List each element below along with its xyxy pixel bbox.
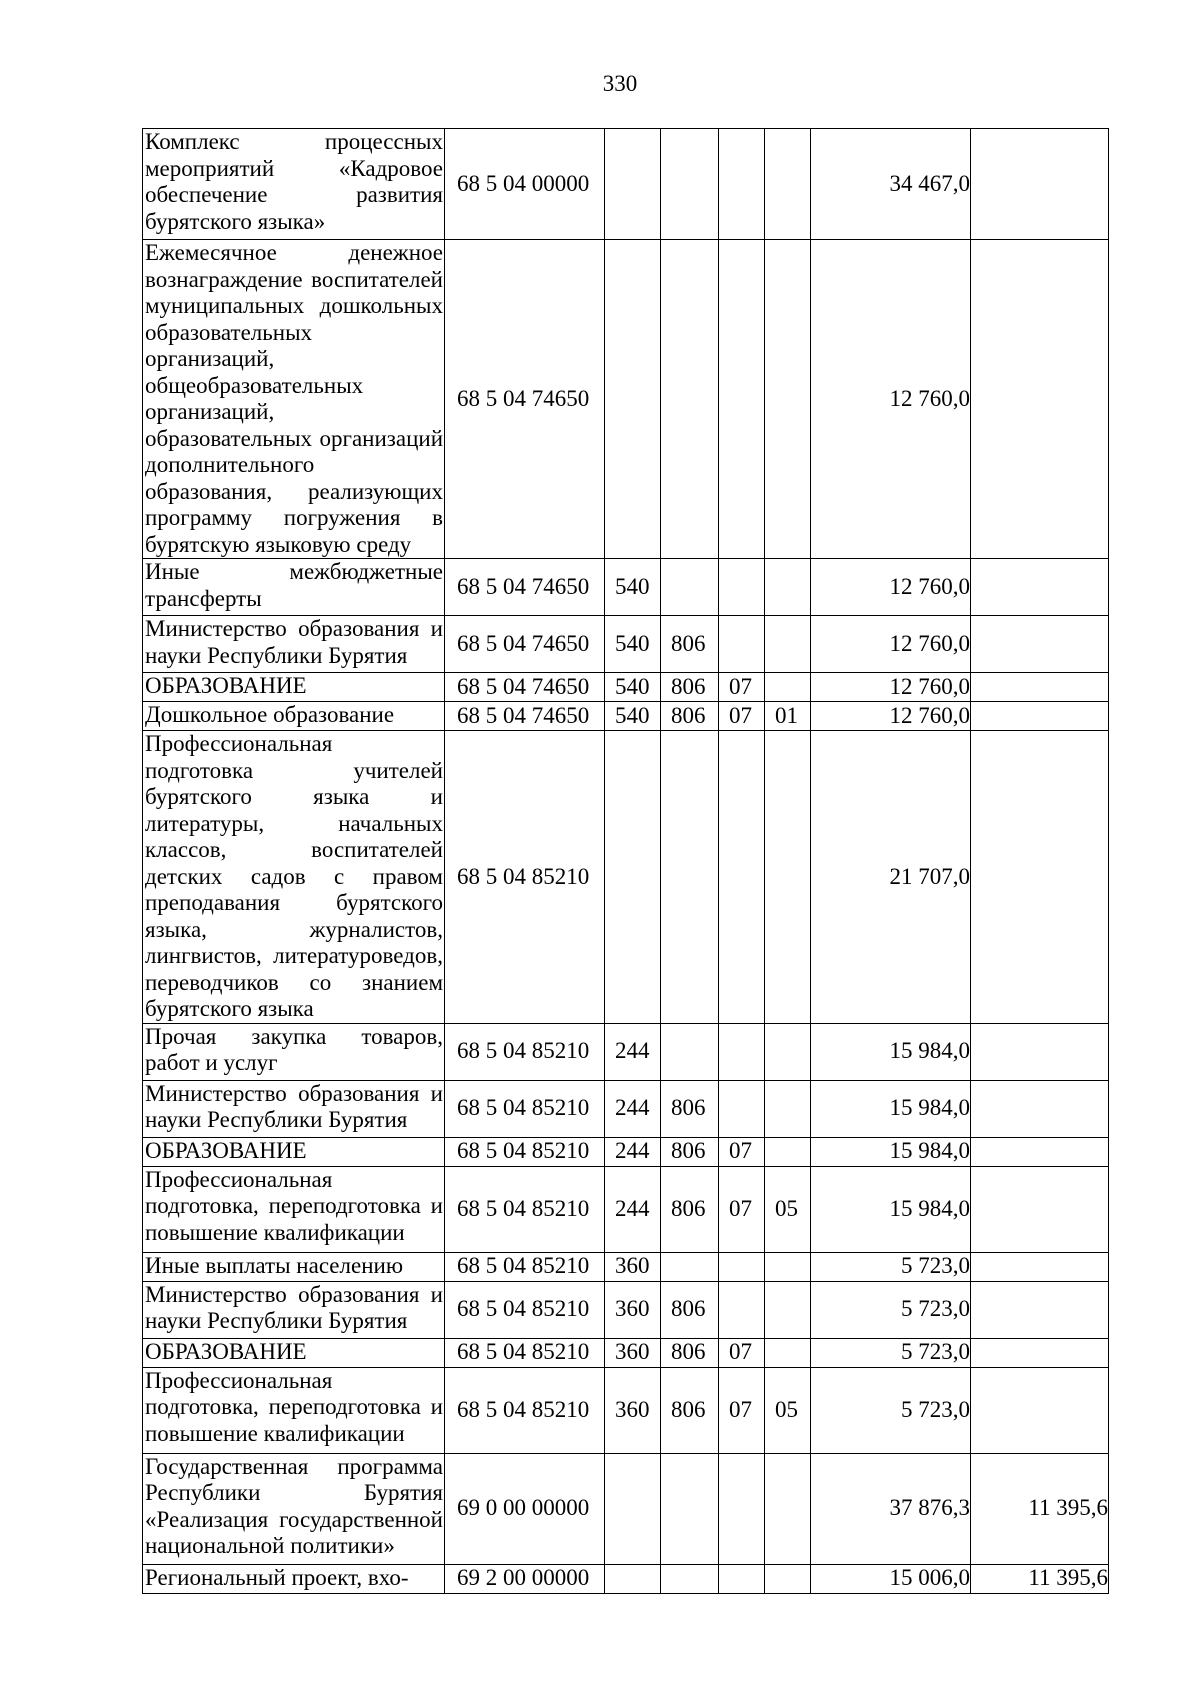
cell-subsection [765, 1252, 811, 1281]
cell-target-article: 69 0 00 00000 [445, 1453, 605, 1564]
table-row [143, 559, 1109, 616]
cell-amount-federal [971, 1338, 1109, 1367]
cell-admin-code [661, 559, 719, 616]
cell-expense-type [605, 1453, 661, 1564]
cell-amount-federal [971, 240, 1109, 559]
cell-subsection [765, 673, 811, 702]
cell-subsection [765, 731, 811, 1024]
cell-section [719, 1080, 765, 1137]
table-row [143, 1338, 1109, 1367]
cell-subsection [765, 559, 811, 616]
table-row [143, 673, 1109, 702]
cell-subsection [765, 240, 811, 559]
cell-admin-code: 806 [661, 1367, 719, 1453]
cell-admin-code: 806 [661, 702, 719, 731]
cell-amount-federal [971, 1281, 1109, 1338]
cell-expense-type [605, 731, 661, 1024]
cell-target-article: 68 5 04 85210 [445, 1023, 605, 1080]
cell-target-article: 68 5 04 74650 [445, 616, 605, 673]
cell-name: Министерство образования и науки Республики Бурятия [143, 616, 445, 673]
cell-amount: 15 984,0 [811, 1166, 971, 1252]
cell-subsection: 01 [765, 702, 811, 731]
table-row [143, 702, 1109, 731]
cell-name: Профессиональная подготовка, переподготовка и повышение квалификации [143, 1367, 445, 1453]
cell-target-article: 68 5 04 74650 [445, 673, 605, 702]
cell-name: Прочая закупка товаров, работ и услуг [143, 1023, 445, 1080]
cell-name: ОБРАЗОВАНИЕ [143, 673, 445, 702]
table-row [143, 240, 1109, 559]
cell-section [719, 1023, 765, 1080]
cell-section: 07 [719, 1338, 765, 1367]
cell-amount: 37 876,3 [811, 1453, 971, 1564]
cell-amount-federal [971, 1367, 1109, 1453]
cell-name: ОБРАЗОВАНИЕ [143, 1338, 445, 1367]
cell-section [719, 1252, 765, 1281]
cell-admin-code [661, 240, 719, 559]
cell-subsection [765, 616, 811, 673]
cell-section [719, 1281, 765, 1338]
cell-amount-federal: 11 395,6 [971, 1564, 1109, 1593]
cell-target-article: 68 5 04 74650 [445, 559, 605, 616]
cell-expense-type: 540 [605, 616, 661, 673]
cell-amount: 5 723,0 [811, 1281, 971, 1338]
cell-amount-federal [971, 702, 1109, 731]
cell-section [719, 616, 765, 673]
cell-admin-code [661, 1564, 719, 1593]
cell-admin-code: 806 [661, 673, 719, 702]
table-row [143, 1080, 1109, 1137]
table-row [143, 616, 1109, 673]
table-row [143, 1252, 1109, 1281]
cell-amount: 15 984,0 [811, 1023, 971, 1080]
cell-name: Министерство образования и науки Республики Бурятия [143, 1080, 445, 1137]
table-row [143, 1564, 1109, 1593]
cell-subsection [765, 1338, 811, 1367]
table-row [143, 1166, 1109, 1252]
cell-amount: 12 760,0 [811, 559, 971, 616]
cell-target-article: 68 5 04 85210 [445, 1166, 605, 1252]
cell-expense-type [605, 1564, 661, 1593]
cell-name: ОБРАЗОВАНИЕ [143, 1137, 445, 1166]
cell-section: 07 [719, 1166, 765, 1252]
table-row [143, 1137, 1109, 1166]
table-row [143, 1367, 1109, 1453]
cell-admin-code: 806 [661, 1166, 719, 1252]
cell-amount: 12 760,0 [811, 702, 971, 731]
cell-name: Региональный проект, вхо- [143, 1564, 445, 1593]
cell-admin-code [661, 1252, 719, 1281]
cell-subsection [765, 1564, 811, 1593]
cell-admin-code [661, 1023, 719, 1080]
cell-amount: 12 760,0 [811, 240, 971, 559]
cell-target-article: 68 5 04 85210 [445, 1338, 605, 1367]
cell-target-article: 68 5 04 85210 [445, 1367, 605, 1453]
table-row [143, 1453, 1109, 1564]
cell-amount-federal [971, 1023, 1109, 1080]
cell-section: 07 [719, 702, 765, 731]
cell-amount: 5 723,0 [811, 1252, 971, 1281]
cell-subsection [765, 1137, 811, 1166]
cell-admin-code: 806 [661, 1338, 719, 1367]
page-number: 330 [602, 71, 638, 96]
table-row [143, 1023, 1109, 1080]
cell-amount: 5 723,0 [811, 1367, 971, 1453]
cell-subsection [765, 1023, 811, 1080]
table-row [143, 1281, 1109, 1338]
cell-amount: 12 760,0 [811, 673, 971, 702]
cell-expense-type: 244 [605, 1137, 661, 1166]
cell-admin-code [661, 129, 719, 240]
cell-target-article: 68 5 04 85210 [445, 1252, 605, 1281]
cell-target-article: 68 5 04 85210 [445, 1281, 605, 1338]
cell-amount-federal [971, 1252, 1109, 1281]
cell-expense-type: 244 [605, 1023, 661, 1080]
cell-admin-code [661, 731, 719, 1024]
cell-amount: 21 707,0 [811, 731, 971, 1024]
cell-amount: 15 984,0 [811, 1080, 971, 1137]
cell-amount-federal [971, 129, 1109, 240]
cell-admin-code [661, 1453, 719, 1564]
cell-section: 07 [719, 1137, 765, 1166]
cell-target-article: 69 2 00 00000 [445, 1564, 605, 1593]
cell-section [719, 240, 765, 559]
cell-amount: 5 723,0 [811, 1338, 971, 1367]
cell-amount-federal [971, 731, 1109, 1024]
cell-expense-type: 360 [605, 1338, 661, 1367]
cell-subsection: 05 [765, 1166, 811, 1252]
cell-amount: 15 006,0 [811, 1564, 971, 1593]
cell-admin-code: 806 [661, 1281, 719, 1338]
budget-table-body [143, 129, 1109, 1594]
budget-table [142, 128, 1109, 1594]
cell-name: Дошкольное образование [143, 702, 445, 731]
cell-expense-type: 360 [605, 1281, 661, 1338]
cell-amount: 12 760,0 [811, 616, 971, 673]
cell-amount-federal [971, 673, 1109, 702]
table-row [143, 129, 1109, 240]
cell-name: Иные выплаты населению [143, 1252, 445, 1281]
cell-name: Профессиональная подготовка, переподготовка и повышение квалификации [143, 1166, 445, 1252]
cell-name: Иные межбюджетные трансферты [143, 559, 445, 616]
cell-section [719, 1564, 765, 1593]
cell-section [719, 559, 765, 616]
cell-name: Министерство образования и науки Республики Бурятия [143, 1281, 445, 1338]
cell-subsection [765, 1080, 811, 1137]
cell-subsection [765, 1453, 811, 1564]
cell-expense-type: 360 [605, 1367, 661, 1453]
cell-admin-code: 806 [661, 1137, 719, 1166]
cell-target-article: 68 5 04 85210 [445, 1080, 605, 1137]
cell-subsection: 05 [765, 1367, 811, 1453]
cell-name: Ежемесячное денежное вознаграждение воспитателей муниципальных дошкольных образовательных организаций, общеобразовательных организаций, образовательных организаций дополнительного образования, реализующих программу погружения в бурятскую языковую среду [143, 240, 445, 559]
cell-expense-type [605, 240, 661, 559]
cell-target-article: 68 5 04 00000 [445, 129, 605, 240]
cell-section: 07 [719, 1367, 765, 1453]
cell-expense-type: 540 [605, 702, 661, 731]
cell-name: Комплекс процессных мероприятий «Кадровое обеспечение развития бурятского языка» [143, 129, 445, 240]
cell-amount: 15 984,0 [811, 1137, 971, 1166]
cell-expense-type [605, 129, 661, 240]
cell-amount-federal [971, 1166, 1109, 1252]
cell-section [719, 731, 765, 1024]
cell-amount-federal [971, 1080, 1109, 1137]
cell-amount-federal: 11 395,6 [971, 1453, 1109, 1564]
cell-target-article: 68 5 04 74650 [445, 240, 605, 559]
cell-subsection [765, 1281, 811, 1338]
cell-subsection [765, 129, 811, 240]
cell-amount: 34 467,0 [811, 129, 971, 240]
cell-section [719, 129, 765, 240]
cell-name: Государственная программа Республики Бурятия «Реализация государственной национальной политики» [143, 1453, 445, 1564]
cell-expense-type: 244 [605, 1166, 661, 1252]
cell-amount-federal [971, 1137, 1109, 1166]
cell-admin-code: 806 [661, 616, 719, 673]
cell-section [719, 1453, 765, 1564]
cell-target-article: 68 5 04 85210 [445, 731, 605, 1024]
cell-target-article: 68 5 04 74650 [445, 702, 605, 731]
cell-expense-type: 244 [605, 1080, 661, 1137]
cell-target-article: 68 5 04 85210 [445, 1137, 605, 1166]
cell-amount-federal [971, 559, 1109, 616]
cell-section: 07 [719, 673, 765, 702]
cell-expense-type: 540 [605, 673, 661, 702]
cell-name: Профессиональная подготовка учителей бурятского языка и литературы, начальных классов, воспитателей детских садов с правом преподавания бурятского языка, журналистов, лингвистов, литературоведов, переводчиков со знанием бурятского языка [143, 731, 445, 1024]
cell-amount-federal [971, 616, 1109, 673]
cell-expense-type: 540 [605, 559, 661, 616]
cell-expense-type: 360 [605, 1252, 661, 1281]
table-row [143, 731, 1109, 1024]
cell-admin-code: 806 [661, 1080, 719, 1137]
